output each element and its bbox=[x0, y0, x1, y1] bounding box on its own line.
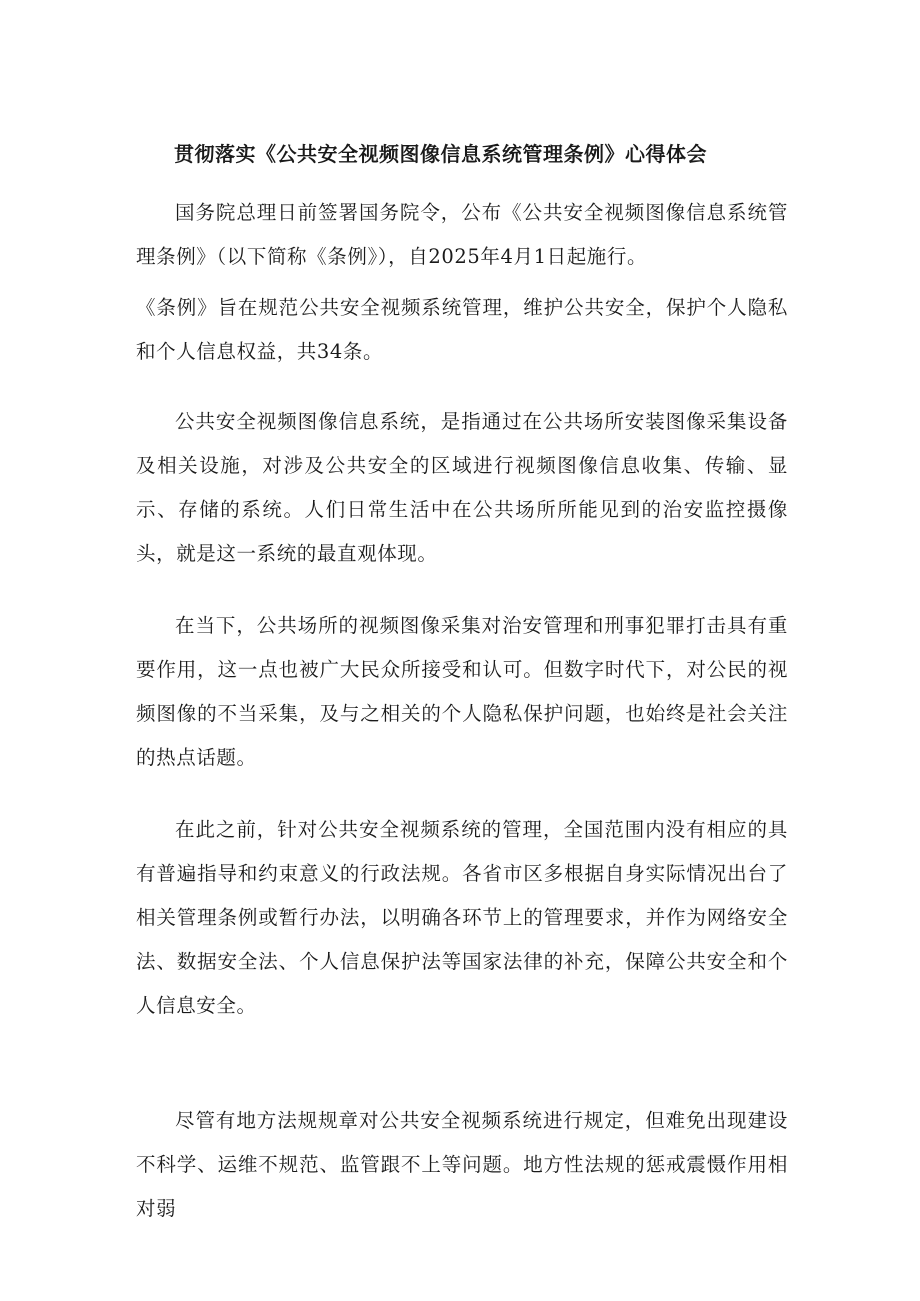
paragraph-4: 在当下，公共场所的视频图像采集对治安管理和刑事犯罪打击具有重要作用，这一点也被广大民众所接受和认可。但数字时代下，对公民的视频图像的不当采集，及与之相关的个人隐私保护问题，也始终是社会关注的热点话题。 bbox=[136, 614, 788, 769]
paragraph-3: 公共安全视频图像信息系统，是指通过在公共场所安装图像采集设备及相关设施，对涉及公共安全的区域进行视频图像信息收集、传输、显示、存储的系统。人们日常生活中在公共场所所能见到的治安监控摄像头，就是这一系统的最直观体现。 bbox=[136, 410, 788, 565]
paragraph-1: 国务院总理日前签署国务院令，公布《公共安全视频图像信息系统管理条例》（以下简称《条例》），自2025年4月1日起施行。 bbox=[136, 201, 788, 268]
paragraph-6: 尽管有地方法规规章对公共安全视频系统进行规定，但难免出现建设不科学、运维不规范、监管跟不上等问题。地方性法规的惩戒震慑作用相对弱 bbox=[136, 1109, 788, 1220]
paragraph-2: 《条例》旨在规范公共安全视频系统管理，维护公共安全，保护个人隐私和个人信息权益，共34条。 bbox=[136, 296, 788, 363]
paragraph-5: 在此之前，针对公共安全视频系统的管理，全国范围内没有相应的具有普遍指导和约束意义的行政法规。各省市区多根据自身实际情况出台了相关管理条例或暂行办法，以明确各环节上的管理要求，并作为网络安全法、数据安全法、个人信息保护法等国家法律的补充，保障公共安全和个人信息安全。 bbox=[136, 818, 788, 1017]
document-title: 贯彻落实《公共安全视频图像信息系统管理条例》心得体会 bbox=[174, 142, 707, 166]
